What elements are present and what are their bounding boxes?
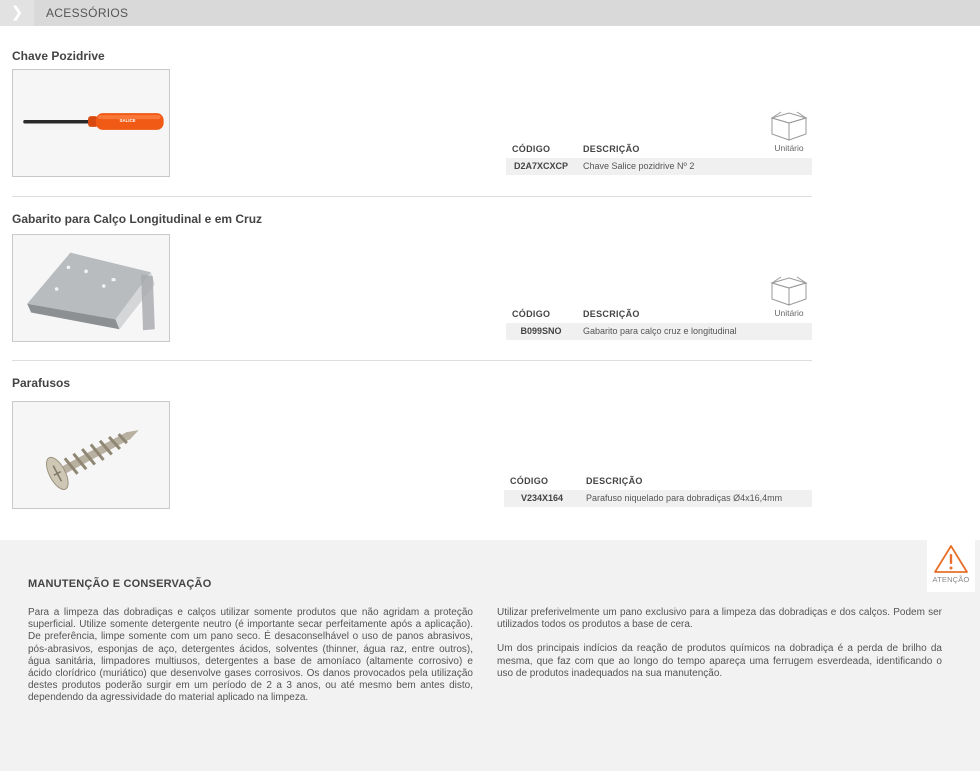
unit-box-icon	[767, 110, 811, 158]
product-code: D2A7XCXCP	[513, 161, 569, 171]
section-title: ACESSÓRIOS	[46, 6, 129, 20]
chevron-right-icon[interactable]: ❯	[0, 0, 34, 26]
brand-label: SALICE	[119, 118, 136, 124]
table-row	[506, 323, 812, 340]
divider	[12, 196, 812, 197]
product-description: Parafuso niquelado para dobradiças Ø4x16,4mm	[586, 493, 783, 503]
code-column-header: CÓDIGO	[510, 476, 549, 486]
code-column-header: CÓDIGO	[512, 144, 551, 154]
warning-label: ATENÇÃO	[932, 575, 970, 584]
product-title: Parafusos	[12, 376, 71, 390]
maintenance-paragraph: Utilizar preferivelmente um pano exclusivo para a limpeza das dobradiças e dos calços. Podem ser utilizados todos os produtos a base de cera.	[497, 607, 942, 631]
divider	[12, 360, 812, 361]
maintenance-text-right	[497, 607, 942, 692]
section-header	[0, 0, 980, 26]
description-column-header: DESCRIÇÃO	[586, 476, 643, 486]
description-column-header: DESCRIÇÃO	[583, 309, 640, 319]
product-code: V234X164	[520, 493, 564, 503]
code-column-header: CÓDIGO	[512, 309, 551, 319]
warning-badge	[927, 540, 975, 592]
product-code: B099SNO	[520, 326, 562, 336]
table-row	[506, 158, 812, 175]
product-image-jig[interactable]	[12, 234, 170, 342]
product-image-screwdriver[interactable]	[12, 69, 170, 177]
product-title: Gabarito para Calço Longitudinal e em Cruz	[12, 212, 263, 226]
unit-label: Unitário	[774, 143, 804, 153]
product-description: Gabarito para calço cruz e longitudinal	[583, 326, 737, 336]
unit-label: Unitário	[774, 308, 804, 318]
table-row	[504, 490, 812, 507]
product-title: Chave Pozidrive	[12, 49, 105, 63]
description-column-header: DESCRIÇÃO	[583, 144, 640, 154]
product-description: Chave Salice pozidrive Nº 2	[583, 161, 695, 171]
maintenance-paragraph: Um dos principais indícios da reação de produtos químicos na dobradiça é a perda de brilho da mesma, que faz com que ao longo do tempo apareça uma ferrugem esverdeada, identificando o uso de produtos inadequados na sua manutenção.	[497, 643, 942, 679]
maintenance-section	[0, 540, 980, 771]
product-image-screw[interactable]	[12, 401, 170, 509]
maintenance-text-left: Para a limpeza das dobradiças e calços utilizar somente produtos que não agridam a proteção superficial. Utilize somente detergente neutro (é importante secar perfeitamente após a aplicação). De preferência, limpe somente com um pano seco. É desaconselhável o uso de panos abrasivos, pós-abrasivos, esponjas de aço, detergentes ácidos, solventes (thinner, água raz, entre outros), água sanitária, limpadores multiusos, detergentes a base de amoníaco (altamente corrosivo) e ácido clorídrico (muriático) que desenvolve gases corrosivos. Os danos provocados pela utilização destes produtos poderão surgir em um período de 2 a 3 anos, ou até mesmo bem antes disto, dependendo da agressividade do material aplicado na limpeza.	[28, 607, 473, 704]
unit-box-icon	[767, 275, 811, 323]
maintenance-title: MANUTENÇÃO E CONSERVAÇÃO	[28, 578, 212, 590]
